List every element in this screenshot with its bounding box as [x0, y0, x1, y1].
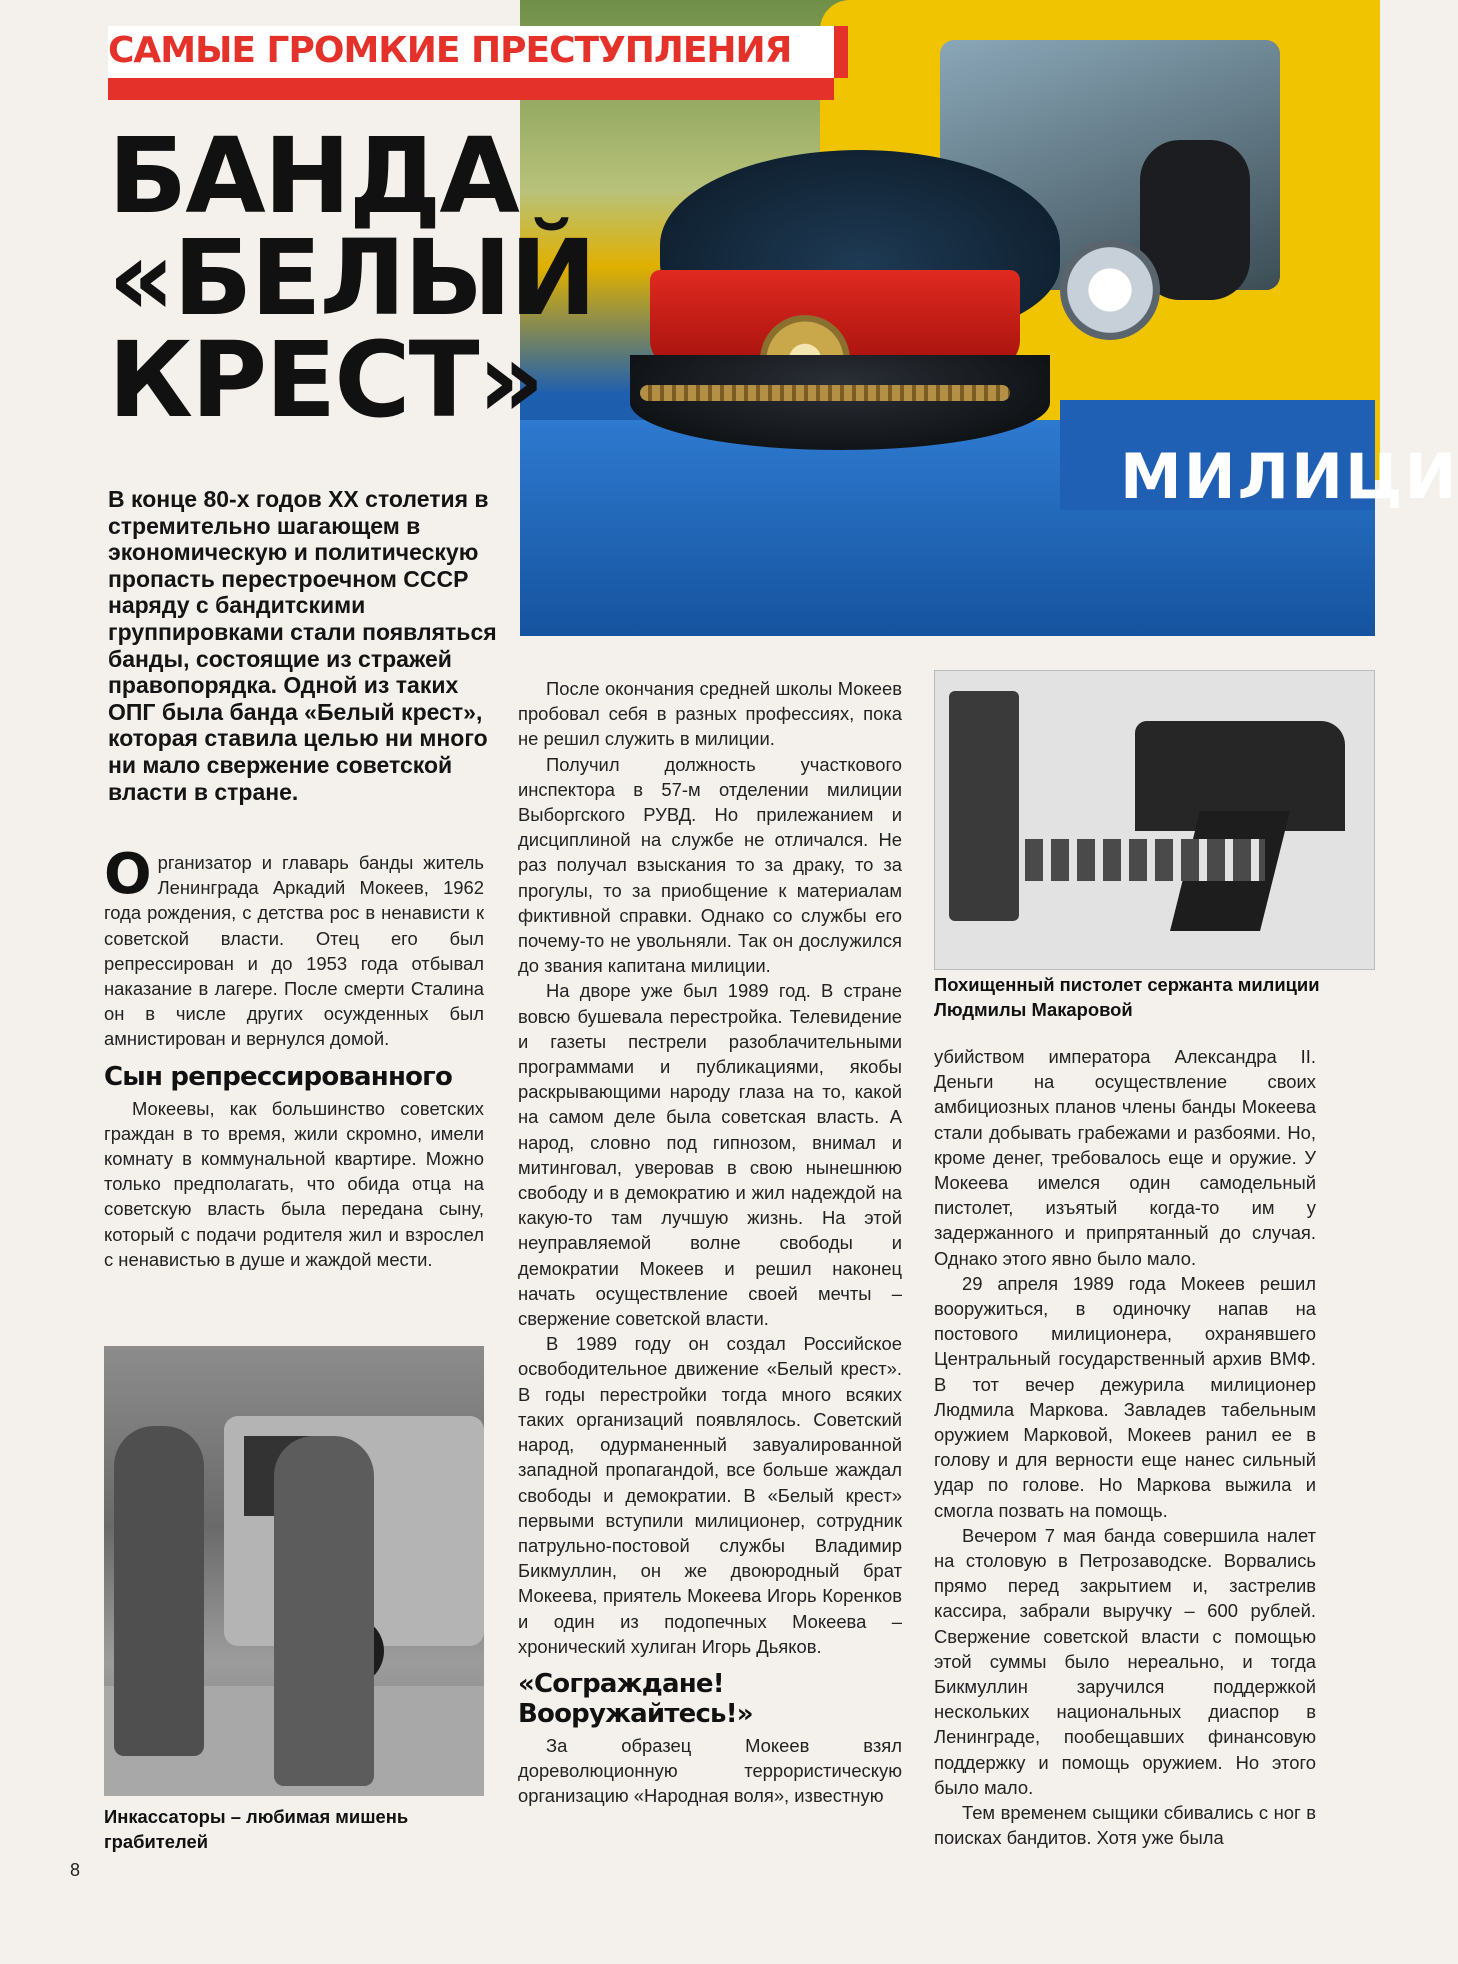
police-cap-cord [640, 385, 1010, 401]
photo-guard-1 [114, 1426, 204, 1756]
col3-paragraph-1: убийством императора Александра II. Деньги на осуществление своих амбициозных планов члены банды Мокеева стали добывать грабежами и разбоями. Но, кроме денег, требовалось еще и оружие. У Мокеева имелся один самодельный пистолет, изъятый когда-то им у задержанного и припрятанный до случая. Однако этого явно было мало. [934, 1046, 1316, 1269]
page-number: 8 [70, 1860, 81, 1880]
photo-guard-2 [274, 1436, 374, 1786]
photo-magazine [949, 691, 1019, 921]
col2-paragraph-1: После окончания средней школы Мокеев пробовал себя в разных профессиях, пока не решил служить в милиции. [518, 678, 902, 750]
column-1 [104, 842, 484, 1272]
photo-collectors-caption: Инкассаторы – любимая мишень грабителей [104, 1806, 409, 1852]
subhead-citizens: «Сограждане! Вооружайтесь!» [518, 1668, 753, 1729]
col3-paragraph-4: Тем временем сыщики сбивались с ног в поисках бандитов. Хотя уже была [934, 1802, 1316, 1849]
col3-paragraph-2: 29 апреля 1989 года Мокеев решил вооружиться, в одиночку напав на постового милиционера, охранявшего Центральный государственный архив ВМФ. В тот вечер дежурила милиционер Людмила Маркова. Завладев табельным оружием Марковой, Мокеев ранил ее в голову и для верности еще нанес сильный удар по голове. Но Маркова выжила и смогла позвать на помощь. [934, 1272, 1316, 1521]
article-lead: В конце 80-х годов XX столетия в стремительно шагающем в экономическую и политическую пропасть перестроечном СССР наряду с бандитскими группировками стали появляться банды, состоящие из стражей правопорядка. Одной из таких ОПГ была банда «Белый крест», которая ставила целью ни много ни мало свержение советской власти в стране. [108, 486, 497, 805]
photo-pistol [934, 670, 1375, 970]
photo-bullets [1025, 839, 1265, 881]
col2-paragraph-3: На дворе уже был 1989 год. В стране вовсю бушевала перестройка. Телевидение и газеты пестрели разоблачительными программами и публикациями, якобы раскрывающими народу глаза на то, какой на самом деле была советская власть. А народ, словно под гипнозом, внимал и митинговал, уверовав в свою нынешнюю свободу и в демократию и жил надеждой на какую-то там лучшую жизнь. На этой неуправляемой волне свободы и демократии Мокеев и решил наконец начать осуществление своей мечты – свержение советской власти. [518, 980, 902, 1330]
police-cap-visor [630, 355, 1050, 450]
section-tag-bar [108, 78, 834, 100]
col2-paragraph-4: В 1989 году он создал Российское освободительное движение «Белый крест». В годы перестройки тогда много всяких таких организаций появлялось. Советский народ, одурманенный завуалированной западной пропагандой, все больше жаждал свободы и демократии. В «Белый крест» первыми вступили милиционер, сотрудник патрульно-постовой службы Владимир Бикмуллин, он же двоюродный брат Мокеева, приятель Мокеева Игорь Коренков и один из подопечных Мокеева – хронический хулиган Игорь Дьяков. [518, 1333, 902, 1657]
hero-car-lettering: МИЛИЦИ [1120, 440, 1458, 513]
col1-paragraph-1: Организатор и главарь банды житель Ленинграда Аркадий Мокеев, 1962 года рождения, с детства рос в ненависти к советской власти. Отец его был репрессирован и до 1953 года отбывал наказание в лагере. После смерти Сталина он в числе других осужденных был амнистирован и вернулся домой. [104, 842, 484, 1050]
col1-paragraph-2: Мокеевы, как большинство советских граждан в то время, жили скромно, имели комнату в коммунальной квартире. Можно только предполагать, что обида отца на советскую власть была передана сыну, который с подачи родителя жил и взрослел с ненавистью в душе и жаждой мести. [104, 1097, 484, 1270]
headline-line-3: КРЕСТ» [108, 318, 543, 441]
column-2 [518, 676, 902, 1809]
col2-paragraph-2: Получил должность участкового инспектора в 57-м отделении милиции Выборгского РУВД. Но прилежанием и дисциплиной на службе не отличался. Не раз получал взыскания то за драку, то за прогулы, то за приобщение к материалам фиктивной справки. Однако со службы его почему-то не увольняли. Так он дослужился до звания капитана милиции. [518, 753, 902, 977]
dropcap: О [104, 842, 152, 907]
section-tag [108, 26, 848, 78]
section-title: САМЫЕ ГРОМКИЕ ПРЕСТУПЛЕНИЯ [108, 30, 792, 71]
article-headline [108, 115, 595, 441]
col3-paragraph-3: Вечером 7 мая банда совершила налет на столовую в Петрозаводске. Ворвались прямо перед закрытием и, застрелив кассира, забрали выручку – 600 рублей. Свержение советской власти с помощью этой суммы было нереально, и тогда Бикмуллин заручился поддержкой нескольких национальных диаспор в Ленинграде, пообещавших финансовую поддержку и помощь оружием. Но этого было мало. [934, 1524, 1316, 1798]
headline-line-2: «БЕЛЫЙ [108, 216, 595, 339]
photo-pistol-caption: Похищенный пистолет сержанта милиции Людмилы Макаровой [934, 974, 1320, 1020]
hero-car-headlight [1060, 240, 1160, 340]
photo-collectors [104, 1346, 484, 1796]
column-3 [934, 1044, 1316, 1851]
col2-paragraph-5: За образец Мокеев взял дореволюционную террористическую организацию «Народная воля», известную [518, 1734, 902, 1807]
subhead-son: Сын репрессированного [104, 1061, 453, 1092]
headline-line-1: БАНДА [108, 115, 518, 237]
